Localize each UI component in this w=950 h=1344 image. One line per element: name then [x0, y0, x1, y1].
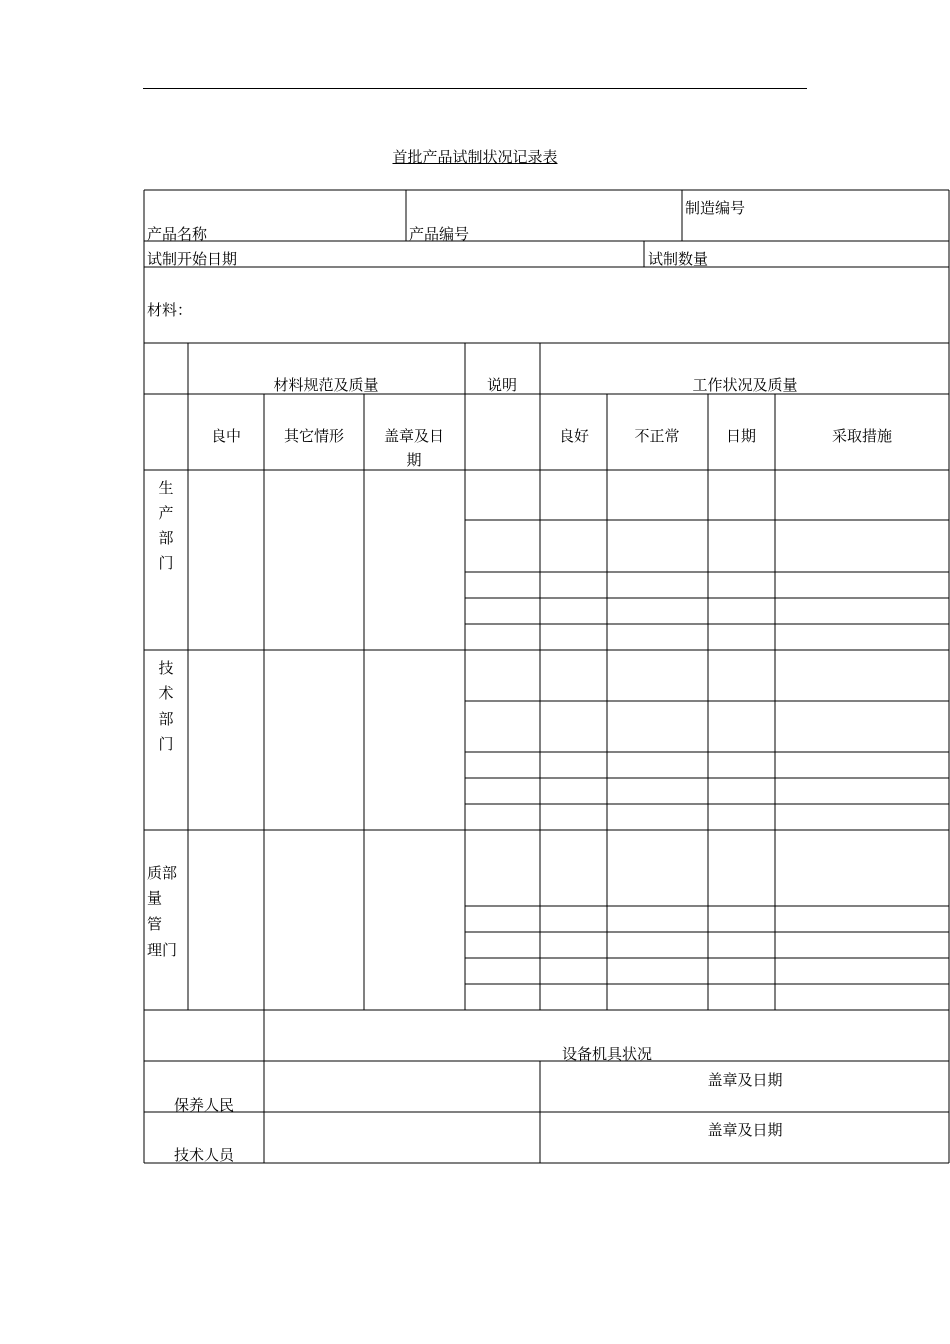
- trial-quantity-label: 试制数量: [648, 250, 709, 268]
- col-measures: 采取措施: [831, 427, 893, 445]
- col-good-medium: 良中: [210, 427, 242, 445]
- stamp-date-label-1: 盖章及日期: [707, 1071, 783, 1089]
- manufacture-number-label: 制造编号: [685, 199, 746, 217]
- col-stamp-date: 盖章及日期: [383, 427, 445, 469]
- product-name-label: 产品名称: [147, 225, 208, 243]
- explanation-header: 说明: [486, 376, 518, 394]
- stamp-date-label-2: 盖章及日期: [707, 1121, 783, 1139]
- dept-technical-char: 门: [158, 735, 174, 753]
- dept-quality-line: 量: [147, 889, 163, 907]
- material-label: 材料：: [147, 301, 193, 319]
- col-abnormal: 不正常: [634, 427, 680, 445]
- trial-start-date-label: 试制开始日期: [147, 250, 238, 268]
- product-number-label: 产品编号: [409, 225, 470, 243]
- dept-technical-char: 术: [158, 684, 174, 702]
- dept-production-char: 门: [158, 554, 174, 572]
- equipment-status-label: 设备机具状况: [561, 1045, 653, 1063]
- dept-quality-line: 理门: [147, 941, 178, 959]
- dept-technical-char: 部: [158, 710, 174, 728]
- technical-person-label: 技术人员: [173, 1146, 235, 1164]
- dept-technical-char: 技: [158, 659, 174, 677]
- dept-production-char: 生: [158, 479, 174, 497]
- col-other-situation: 其它情形: [283, 427, 345, 445]
- dept-quality-line: 质部: [147, 864, 178, 882]
- dept-production-char: 产: [158, 504, 174, 522]
- material-spec-header: 材料规范及质量: [273, 376, 379, 394]
- dept-quality-line: 管: [147, 915, 163, 933]
- work-status-header: 工作状况及质量: [692, 376, 798, 394]
- table-grid: [144, 190, 949, 1163]
- col-good: 良好: [558, 427, 590, 445]
- page-title-text: 首批产品试制状况记录表: [392, 148, 558, 166]
- col-date: 日期: [725, 427, 757, 445]
- dept-production-char: 部: [158, 529, 174, 547]
- maintenance-person-label: 保养人民: [173, 1096, 235, 1114]
